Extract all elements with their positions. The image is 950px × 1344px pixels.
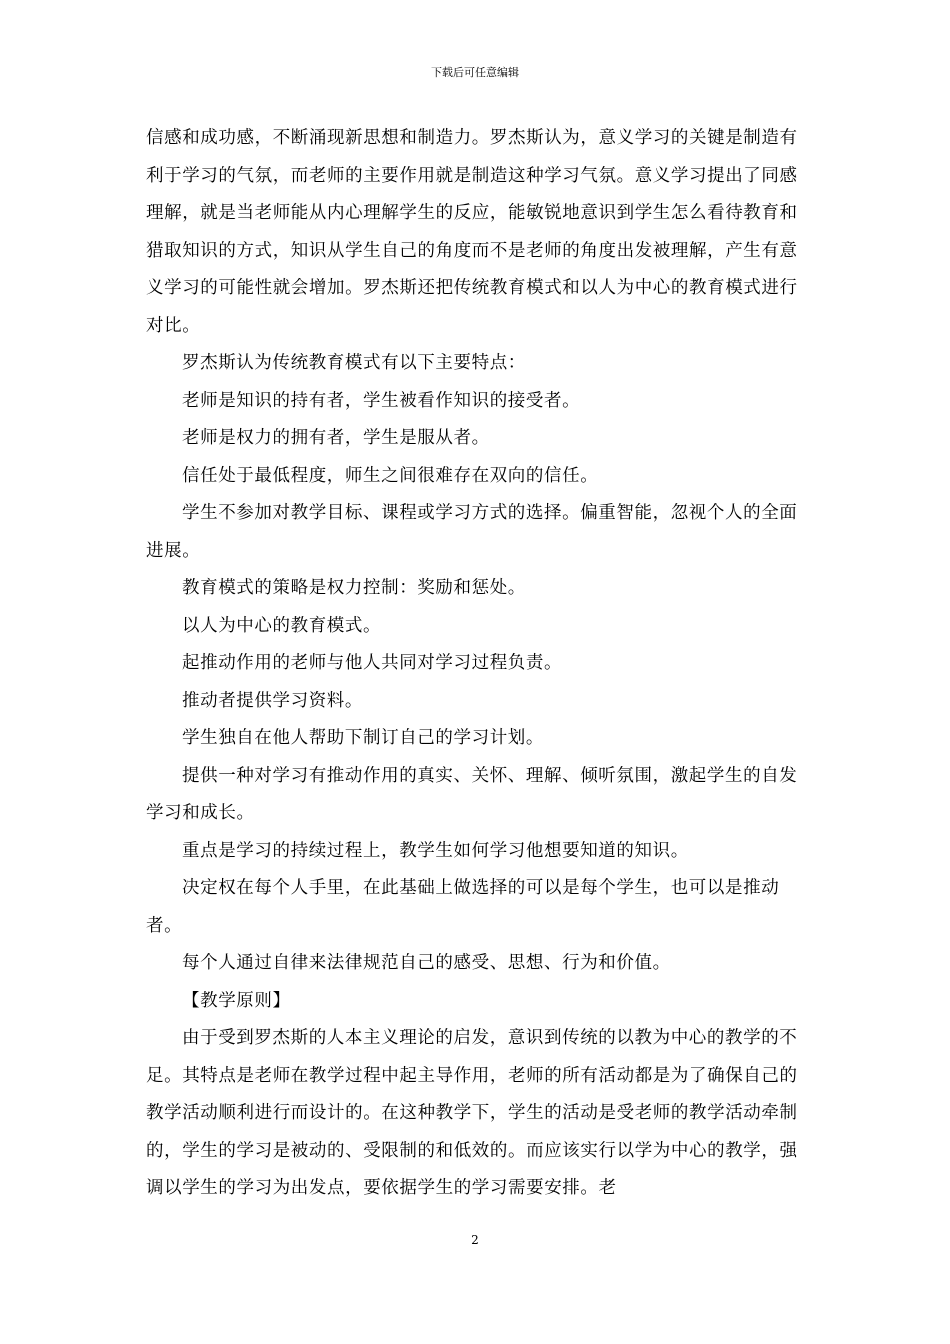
paragraph: 以人为中心的教育模式。	[182, 615, 382, 636]
paragraph: 罗杰斯认为传统教育模式有以下主要特点：	[182, 353, 526, 373]
paragraph: 教育模式的策略是权力控制：奖励和惩处。	[182, 578, 526, 598]
page-header: 下载后可任意编辑	[431, 66, 519, 79]
paragraph: 重点是学习的持续过程上，教学生如何学习他想要知道的知识。	[182, 840, 689, 861]
paragraph: 学生独自在他人帮助下制订自己的学习计划。	[182, 728, 544, 748]
paragraph: 由于受到罗杰斯的人本主义理论的启发，意识到传统的以教为中心的教学的不足。其特点是老师在教学过程中起主导作用，老师的所有活动都是为了确保自己的教学活动顺利进行而设计的。在这种教学下，学生的活动是受老师的教学活动牵制的，学生的学习是被动的、受限制的和低效的。而应该实行以学为中心的教学，强调以学生的学习为出发点，要依据学生的学习需要安排。老	[146, 1028, 798, 1198]
paragraph: 推动者提供学习资料。	[182, 690, 363, 711]
paragraph: 提供一种对学习有推动作用的真实、关怀、理解、倾听氛围，激起学生的自发学习和成长。	[146, 765, 798, 823]
paragraph: 决定权在每个人手里，在此基础上做选择的可以是每个学生，也可以是推动者。	[146, 878, 780, 936]
document-body	[146, 120, 806, 1208]
paragraph: 老师是知识的持有者，学生被看作知识的接受者。	[182, 390, 581, 411]
page-number: 2	[471, 1233, 479, 1247]
paragraph: 起推动作用的老师与他人共同对学习过程负责。	[182, 653, 563, 673]
paragraph: 每个人通过自律来法律规范自己的感受、思想、行为和价值。	[182, 953, 671, 973]
paragraph: 信感和成功感，不断涌现新思想和制造力。罗杰斯认为，意义学习的关键是制造有利于学习的气氛，而老师的主要作用就是制造这种学习气氛。意义学习提出了同感理解，就是当老师能从内心理解学生的反应，能敏锐地意识到学生怎么看待教育和猎取知识的方式，知识从学生自己的角度而不是老师的角度出发被理解，产生有意义学习的可能性就会增加。罗杰斯还把传统教育模式和以人为中心的教育模式进行对比。	[146, 128, 798, 336]
paragraph: 信任处于最低程度，师生之间很难存在双向的信任。	[182, 465, 599, 486]
paragraph: 学生不参加对教学目标、课程或学习方式的选择。偏重智能，忽视个人的全面进展。	[146, 503, 798, 561]
section-heading: 【教学原则】	[182, 990, 291, 1011]
paragraph: 老师是权力的拥有者，学生是服从者。	[182, 428, 490, 448]
